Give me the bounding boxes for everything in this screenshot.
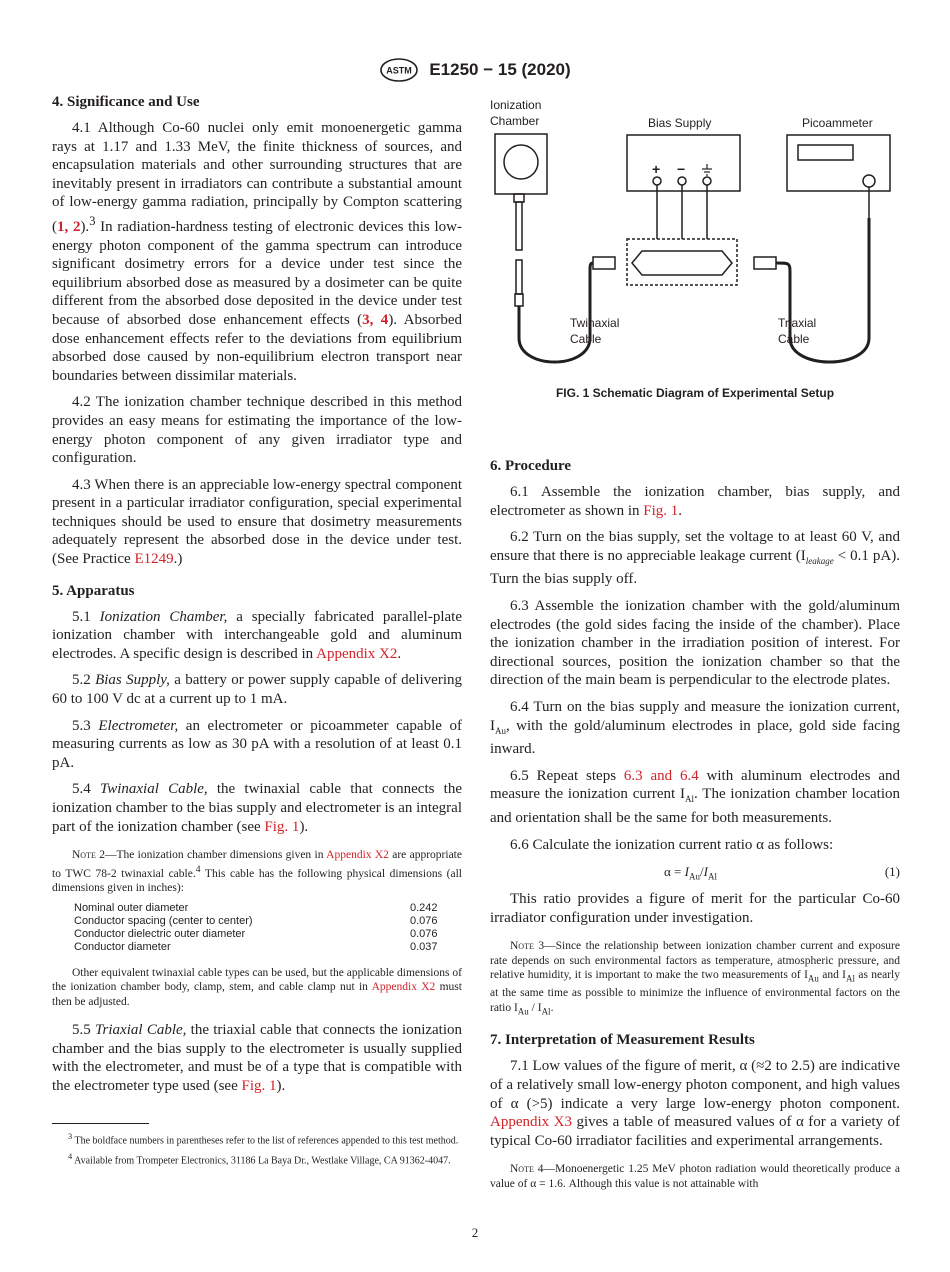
figure-1	[490, 94, 900, 386]
label-picoammeter: Picoammeter	[802, 116, 873, 130]
paragraph-5-3: 5.3 Electrometer, an electrometer or picoammeter capable of measuring currents as low as 30 pA with a resolution of at least 0.1 pA.	[52, 717, 462, 771]
paragraph-4-3: 4.3 When there is an appreciable low-energy spectral component present in a particular irradiator configuration, special experimental techniques should be used to ensure that dosimetry measurements adequately represent the absorbed dose in the device under test. (See Practice E1249.)	[52, 476, 462, 568]
cable-clamp-nut	[515, 294, 523, 306]
right-column	[490, 94, 900, 1197]
ionization-chamber-box	[495, 134, 547, 194]
left-column	[52, 94, 462, 1169]
note-4: Note 4—Monoenergetic 1.25 MeV photon radiation would theoretically produce a value of α = 1.6. Although this value is not attainable with	[490, 1163, 900, 1190]
footnote-ref-4[interactable]: 4	[195, 863, 201, 875]
link-fig-1[interactable]: Fig. 1	[241, 1077, 277, 1094]
footnote-4: $^4$ Available from Trompeter Electronics, 31186 La Baya Dr., Westlake Village, CA 91362-4047.	[68, 1151, 451, 1167]
page-header	[0, 58, 950, 82]
plus-terminal-icon	[653, 177, 661, 185]
paragraph-6-4: 6.4 Turn on the bias supply and measure the ionization current, $I_{Au}$, with the gold/aluminum electrodes in place, gold side facing inward.	[490, 698, 900, 758]
ground-icon	[702, 164, 712, 175]
label-cable: Cable	[570, 332, 602, 346]
paragraph-6-6-continued: This ratio provides a figure of merit for the particular Co-60 irradiator configuration under investigation.	[490, 891, 900, 926]
note-3: Note 3—Since the relationship between ionization chamber current and exposure rate depends on such environmental factors as temperature, atmospheric pressure, and relative humidity, it is important to make the two measurements of $I_{Au}$ and $I_{Al}$ as nearly at the same time as possible to minimize the influence of environmental factors on the ratio $I_{Au} / I_{Al}$.	[490, 940, 900, 1016]
label-bias-supply: Bias Supply	[648, 116, 712, 130]
paragraph-5-2: 5.2 Bias Supply, a battery or power supply capable of delivering 60 to 100 V dc at a current up to 1 mA.	[52, 672, 462, 708]
link-e1249[interactable]: E1249	[134, 551, 174, 568]
equation-number: (1)	[884, 864, 900, 880]
figure-caption: FIG. 1 Schematic Diagram of Experimental Setup	[555, 386, 835, 400]
ref-link-1-2[interactable]: 1, 2	[57, 218, 81, 235]
paragraph-6-6: 6.6 Calculate the ionization current ratio α as follows:	[510, 836, 834, 853]
label-triaxial: Triaxial	[778, 316, 817, 330]
paragraph-6-5: 6.5 Repeat steps 6.3 and 6.4 with aluminum electrodes and measure the ionization current $I_{Al}$. The ionization chamber location and orientation shall be the same for both measurements.	[490, 767, 900, 826]
twinaxial-connector	[593, 257, 615, 269]
paragraph-4-2: 4.2 The ionization chamber technique described in this method provides an easy means for estimating the importance of the low-energy photon component of any given irradiator type and configuration.	[52, 394, 462, 467]
link-appendix-x2[interactable]: Appendix X2	[326, 849, 389, 862]
ref-link-3-4[interactable]: 3, 4	[362, 311, 389, 328]
paragraph-6-3: 6.3 Assemble the ionization chamber with the gold/aluminum electrodes (the gold sides facing the inside of the chamber). Place the ionization chamber in the irradiation position of interest. For directional sources, position the ionization chamber so that the direction of the main beam is perpendicular to the electrode plates.	[490, 597, 900, 689]
document-designation: E1250 − 15 (2020)	[429, 60, 571, 79]
cable-dimensions-table	[74, 902, 440, 954]
minus-sign: −	[677, 161, 686, 177]
section-4-heading: 4. Significance and Use	[52, 94, 200, 110]
link-appendix-x2[interactable]: Appendix X2	[371, 981, 436, 994]
equation-1: $\alpha = I_{Au}/I_{Al}$ (1)	[664, 864, 900, 882]
paragraph-4-1: 4.1 Although Co-60 nuclei only emit monoenergetic gamma rays at 1.17 and 1.33 MeV, the finite thickness of sources, and encapsulation materials and other surrounding structures that are inevitably present in irradiators can contribute a substantial amount of low-energy gamma radiation, principally by Compton scattering (1, 2).$^3$ In radiation-hardness testing of electronic devices this low-energy photon component of the gamma spectrum can introduce significant dosimetry errors for a device under test since the equilibrium absorbed dose as measured by a dosimeter can be quite different from the absorbed dose deposited in the device under test because of absorbed dose enhancement effects (3, 4). Absorbed dose enhancement effects refer to the deviations from equilibrium absorbed dose caused by non-equilibrium electron transport near boundaries between dissimilar materials.	[52, 120, 462, 384]
label-twinaxial: Twinaxial	[570, 316, 620, 330]
footnote-3: $^3$ The boldface numbers in parentheses refer to the list of references appended to this test method.	[68, 1132, 459, 1147]
link-fig-1[interactable]: Fig. 1	[264, 818, 300, 835]
table-row: Conductor diameter 0.037	[74, 941, 438, 954]
paragraph-6-2: 6.2 Turn on the bias supply, set the voltage to at least 60 V, and ensure that there is no appreciable leakage current ($I_{leakage} < 0.1$ pA). Turn the bias supply off.	[490, 529, 900, 588]
ground-terminal-icon	[703, 177, 711, 185]
link-appendix-x2[interactable]: Appendix X2	[316, 645, 398, 662]
label-cable: Cable	[778, 332, 810, 346]
schematic-diagram	[490, 94, 900, 386]
note-2-continued: Other equivalent twinaxial cable types can be used, but the applicable dimensions of the ionization chamber body, clamp, stem, and cable clamp nut in Appendix X2 must then be adjusted.	[52, 966, 462, 1008]
note-2: Note 2—The ionization chamber dimensions given in Appendix X2 are appropriate to TWC 78-2 twinaxial cable.$^4$ This cable has the following physical dimensions (all dimensions given in inches):	[52, 849, 462, 895]
table-row: Conductor spacing (center to center) 0.076	[74, 915, 438, 928]
triaxial-cable	[776, 218, 869, 362]
paragraph-5-1: 5.1 Ionization Chamber, a specially fabricated parallel-plate ionization chamber with interchangeable gold and aluminum electrodes. A specific design is described in Appendix X2.	[52, 608, 462, 662]
footnote-divider	[52, 1123, 149, 1124]
astm-logo-icon	[379, 58, 419, 82]
chamber-clamp	[514, 194, 524, 202]
cable-splice	[632, 251, 732, 275]
paragraph-5-4: 5.4 Twinaxial Cable, the twinaxial cable that connects the ionization chamber to the bias supply and electrometer is an integral part of the ionization chamber (see Fig. 1).	[52, 781, 462, 835]
twinaxial-cable	[519, 263, 593, 362]
paragraph-7-1: 7.1 Low values of the figure of merit, α (≈2 to 2.5) are indicative of a relatively small low-energy photon component, and high values of α (>5) indicate a very large low-energy photon component. Appendix X3 gives a table of measured values of α for a variety of typical Co-60 irradiator facilities and experimental arrangements.	[490, 1058, 900, 1149]
page-number: 2	[471, 1225, 479, 1240]
junction-box	[627, 239, 737, 285]
label-chamber: Chamber	[490, 114, 540, 128]
minus-terminal-icon	[678, 177, 686, 185]
link-fig-1[interactable]: Fig. 1	[643, 502, 679, 519]
section-5-heading: 5. Apparatus	[52, 582, 135, 599]
triaxial-connector	[754, 257, 776, 269]
plus-sign: +	[652, 161, 661, 177]
section-6-heading: 6. Procedure	[490, 458, 572, 474]
table-row: Conductor dielectric outer diameter 0.076	[74, 928, 438, 941]
link-steps-6-3-6-4[interactable]: 6.3 and 6.4	[623, 767, 699, 784]
link-appendix-x3[interactable]: Appendix X3	[490, 1114, 572, 1131]
picoammeter-display	[798, 145, 853, 160]
logo-text: ASTM	[386, 65, 413, 76]
chamber-window-icon	[504, 145, 538, 179]
paragraph-5-5: 5.5 Triaxial Cable, the triaxial cable that connects the ionization chamber and the bias supply to the electrometer is usually supplied with the electrometer, and must be of a type that is compatible with the electrometer type used (see Fig. 1).	[52, 1022, 463, 1094]
cable-segment	[516, 260, 522, 294]
section-7-heading: 7. Interpretation of Measurement Results	[490, 1032, 755, 1049]
label-ionization: Ionization	[490, 98, 542, 112]
paragraph-6-1: 6.1 Assemble the ionization chamber, bias supply, and electrometer as shown in Fig. 1.	[490, 484, 900, 519]
table-row: Nominal outer diameter 0.242	[74, 902, 438, 915]
picoammeter-input-icon	[863, 175, 875, 187]
footnote-ref-3[interactable]: 3	[89, 213, 96, 228]
chamber-stem	[516, 202, 522, 250]
